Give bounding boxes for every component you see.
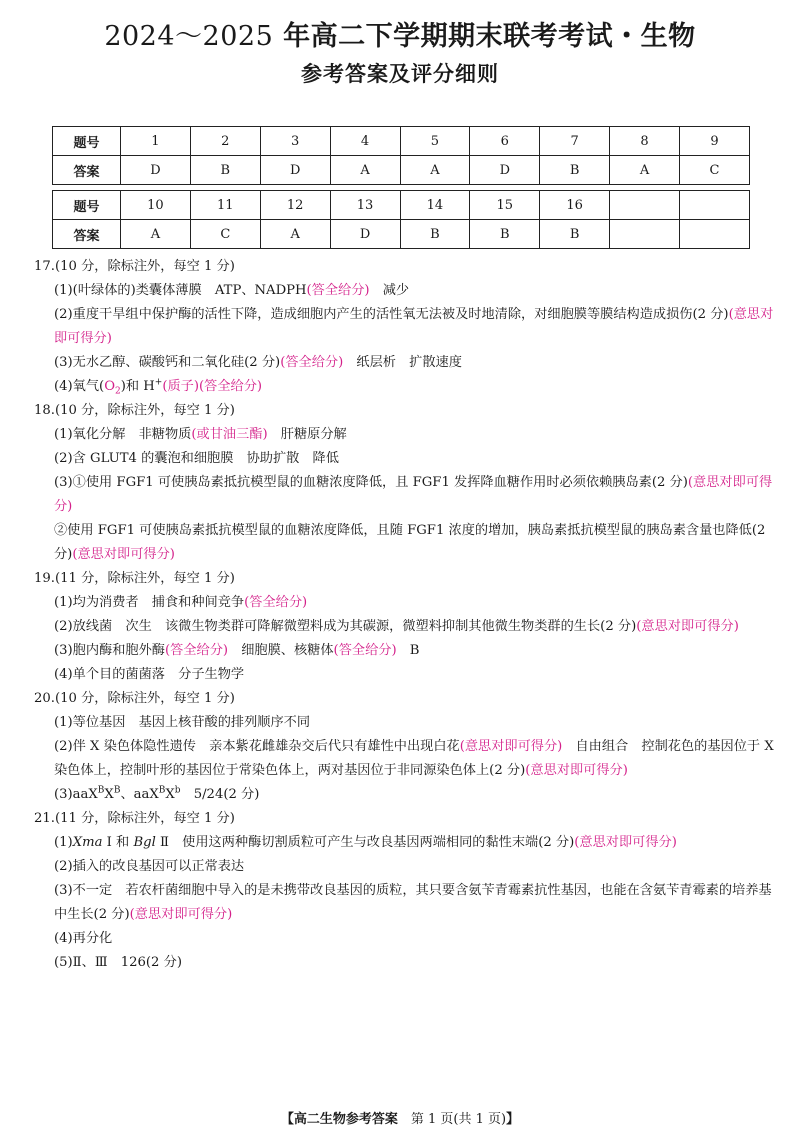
q17-part3-text-end: 纸层析 扩散速度 bbox=[343, 355, 462, 370]
q18-part3-text: (3)①使用 FGF1 可使胰岛素抵抗模型鼠的血糖浓度降低，且 FGF1 发挥降血糖作用时必须依赖胰岛素(2 分) bbox=[54, 475, 688, 490]
q20-heading: 20.(10 分，除标注外，每空 1 分) bbox=[34, 691, 235, 706]
allele-superscript: B bbox=[158, 785, 166, 796]
q19-part2-text: (2)放线菌 次生 该微生物类群可降解微塑料成为其碳源，微塑料抑制其他微生物类群的生长(2 分) bbox=[54, 619, 637, 634]
q21-heading: 21.(11 分，除标注外，每空 1 分) bbox=[34, 811, 235, 826]
q20-part2 bbox=[34, 735, 776, 783]
q21-part2: (2)插入的改良基因可以正常表达 bbox=[54, 859, 245, 874]
enzyme-bgl: Bgl bbox=[133, 835, 156, 850]
scoring-note: (意思对即可得分) bbox=[459, 739, 563, 754]
q21-part1-text: Ⅰ 和 bbox=[102, 835, 134, 850]
document-title bbox=[0, 14, 800, 53]
scoring-note: (答全给分) bbox=[199, 379, 263, 394]
q18-part1-text: (1)氧化分解 非糖物质 bbox=[54, 427, 192, 442]
answer-details bbox=[34, 255, 776, 975]
scoring-note: (意思对即可得分) bbox=[636, 619, 739, 634]
q18-part2: (2)含 GLUT4 的囊泡和细胞膜 协助扩散 降低 bbox=[54, 451, 339, 466]
q17-part3 bbox=[34, 351, 776, 375]
answer-table-2 bbox=[52, 190, 750, 249]
answer-cell: C bbox=[190, 220, 260, 249]
scoring-note: (意思对即可得分) bbox=[54, 307, 774, 346]
answer-cell: D bbox=[260, 156, 330, 185]
q19-part3-text-end: B bbox=[396, 643, 420, 658]
q17-part4 bbox=[34, 375, 776, 399]
answer-cell: B bbox=[470, 220, 540, 249]
answer-cell: B bbox=[400, 220, 470, 249]
q21-part1 bbox=[34, 831, 776, 855]
question-number: 2 bbox=[190, 127, 260, 156]
q21-part5: (5)Ⅱ、Ⅲ 126(2 分) bbox=[54, 955, 182, 970]
question-number bbox=[680, 191, 750, 220]
genotype-middle: 、aaX bbox=[120, 787, 159, 802]
question-number: 5 bbox=[400, 127, 470, 156]
q17-part2-text: (2)重度干旱组中保护酶的活性下降，造成细胞内产生的活性氧无法被及时地清除，对细胞膜等膜结构造成损伤(2 分) bbox=[54, 307, 729, 322]
scoring-note: (或甘油三酯) bbox=[191, 427, 268, 442]
table-row bbox=[53, 156, 750, 185]
q17-part4-text: (4)氧气( bbox=[54, 379, 105, 394]
q17-part1-text-end: 减少 bbox=[369, 283, 410, 298]
page-footer bbox=[0, 1108, 800, 1127]
question-number: 1 bbox=[121, 127, 191, 156]
scoring-note: (答全给分) bbox=[333, 643, 397, 658]
title-year: 2024～2025 bbox=[104, 21, 274, 52]
footer-bracket: 】 bbox=[506, 1112, 520, 1127]
q19-heading: 19.(11 分，除标注外，每空 1 分) bbox=[34, 571, 235, 586]
q18-part3b bbox=[34, 519, 776, 567]
answer-cell: A bbox=[330, 156, 400, 185]
question-number: 9 bbox=[680, 127, 750, 156]
question-number: 13 bbox=[330, 191, 400, 220]
scoring-note: (意思对即可得分) bbox=[129, 907, 233, 922]
answer-cell: A bbox=[121, 220, 191, 249]
genotype-prefix: (3)aaX bbox=[54, 787, 98, 802]
allele-superscript: B bbox=[113, 785, 121, 796]
q21-part3-text: (3)不一定 若农杆菌细胞中导入的是未携带改良基因的质粒，其只要含氨苄青霉素抗性基因，也能在含氨苄青霉素的培养基中生长(2 分) bbox=[54, 883, 772, 922]
proton-charge: + bbox=[154, 377, 163, 388]
q17-heading: 17.(10 分，除标注外，每空 1 分) bbox=[34, 259, 235, 274]
q17-part1-text: (1)(叶绿体的)类囊体薄膜 ATP、NADPH bbox=[54, 283, 307, 298]
answer-cell: B bbox=[540, 156, 610, 185]
table-row bbox=[53, 220, 750, 249]
q20-part3 bbox=[34, 783, 776, 807]
q18-part3b-text: ②使用 FGF1 可使胰岛素抵抗模型鼠的血糖浓度降低，且随 FGF1 浓度的增加，胰岛素抵抗模型鼠的胰岛素含量也降低(2 分) bbox=[54, 523, 766, 562]
question-number: 11 bbox=[190, 191, 260, 220]
allele-superscript: B bbox=[97, 785, 105, 796]
scoring-note: (意思对即可得分) bbox=[525, 763, 628, 778]
scoring-note: (答全给分) bbox=[244, 595, 308, 610]
q19-part3-text: (3)胞内酶和胞外酶 bbox=[54, 643, 165, 658]
q19-part2 bbox=[34, 615, 776, 639]
row-label-answer: 答案 bbox=[53, 220, 121, 249]
page-number: 第 1 页(共 1 页) bbox=[397, 1112, 507, 1127]
q20-part2-text: (2)伴 X 染色体隐性遗传 亲本紫花雌雄杂交后代只有雄性中出现白花 bbox=[54, 739, 460, 754]
question-number: 8 bbox=[610, 127, 680, 156]
question-number bbox=[610, 191, 680, 220]
q17-part4-text-mid: )和 H bbox=[120, 379, 155, 394]
scoring-note: (意思对即可得分) bbox=[72, 547, 175, 562]
question-number: 12 bbox=[260, 191, 330, 220]
question-number: 10 bbox=[121, 191, 191, 220]
q21-part1-text-end: Ⅱ 使用这两种酶切割质粒可产生与改良基因两端相同的黏性末端(2 分) bbox=[155, 835, 575, 850]
answer-cell: C bbox=[680, 156, 750, 185]
scoring-note: (答全给分) bbox=[280, 355, 344, 370]
oxygen-formula bbox=[104, 379, 121, 397]
q17-part3-text: (3)无水乙醇、碳酸钙和二氧化硅(2 分) bbox=[54, 355, 281, 370]
answer-cell: B bbox=[540, 220, 610, 249]
proton-note: (质子) bbox=[162, 379, 199, 394]
q19-part1-text: (1)均为消费者 捕食和种间竞争 bbox=[54, 595, 245, 610]
oxygen-symbol: O bbox=[104, 379, 116, 394]
row-label-number: 题号 bbox=[53, 127, 121, 156]
question-number: 3 bbox=[260, 127, 330, 156]
scoring-note: (答全给分) bbox=[165, 643, 229, 658]
answer-cell: D bbox=[121, 156, 191, 185]
answer-cell: D bbox=[330, 220, 400, 249]
q21-part3 bbox=[34, 879, 776, 927]
answer-cell: A bbox=[610, 156, 680, 185]
q17-part2 bbox=[34, 303, 776, 351]
q19-part3-text-mid: 细胞膜、核糖体 bbox=[228, 643, 334, 658]
question-number: 14 bbox=[400, 191, 470, 220]
row-label-number: 题号 bbox=[53, 191, 121, 220]
q20-part2-text-end: 自由组合 控制花色的基因位于 X 染色体上，控制叶形的基因位于常染色体上，两对基因位于非同源染色体上(2 分) bbox=[54, 739, 774, 778]
scoring-note: (意思对即可得分) bbox=[574, 835, 677, 850]
q19-part3 bbox=[34, 639, 776, 663]
answer-cell: B bbox=[190, 156, 260, 185]
answer-table-1 bbox=[52, 126, 750, 185]
table-row bbox=[53, 127, 750, 156]
scoring-note: (答全给分) bbox=[306, 283, 370, 298]
q19-part4: (4)单个目的菌菌落 分子生物学 bbox=[54, 667, 245, 682]
q18-part1-text-end: 肝糖原分解 bbox=[267, 427, 347, 442]
enzyme-xma: Xma bbox=[72, 835, 103, 850]
question-number: 15 bbox=[470, 191, 540, 220]
q21-part4: (4)再分化 bbox=[54, 931, 113, 946]
question-number: 7 bbox=[540, 127, 610, 156]
q17-part1 bbox=[34, 279, 776, 303]
chromosome-x: X bbox=[104, 787, 114, 802]
answer-cell: D bbox=[470, 156, 540, 185]
answer-cell bbox=[680, 220, 750, 249]
answer-cell: A bbox=[260, 220, 330, 249]
question-number: 16 bbox=[540, 191, 610, 220]
q18-part3 bbox=[34, 471, 776, 519]
title-text: 年高二下学期期末联考考试・生物 bbox=[273, 21, 696, 52]
q18-heading: 18.(10 分，除标注外，每空 1 分) bbox=[34, 403, 235, 418]
chromosome-x: X bbox=[165, 787, 175, 802]
answer-cell: A bbox=[400, 156, 470, 185]
q20-part1: (1)等位基因 基因上核苷酸的排列顺序不同 bbox=[54, 715, 311, 730]
row-label-answer: 答案 bbox=[53, 156, 121, 185]
question-number: 6 bbox=[470, 127, 540, 156]
q19-part1 bbox=[34, 591, 776, 615]
answer-cell bbox=[610, 220, 680, 249]
genotype-ratio: 5/24(2 分) bbox=[180, 787, 260, 802]
footer-title: 【高二生物参考答案 bbox=[280, 1112, 398, 1127]
q21-part1-prefix: (1) bbox=[54, 835, 73, 850]
question-number: 4 bbox=[330, 127, 400, 156]
document-subtitle: 参考答案及评分细则 bbox=[301, 62, 499, 86]
scoring-note: (意思对即可得分) bbox=[54, 475, 773, 514]
oxygen-subscript: 2 bbox=[115, 386, 121, 397]
table-row bbox=[53, 191, 750, 220]
q18-part1 bbox=[34, 423, 776, 447]
allele-superscript: b bbox=[174, 785, 181, 796]
